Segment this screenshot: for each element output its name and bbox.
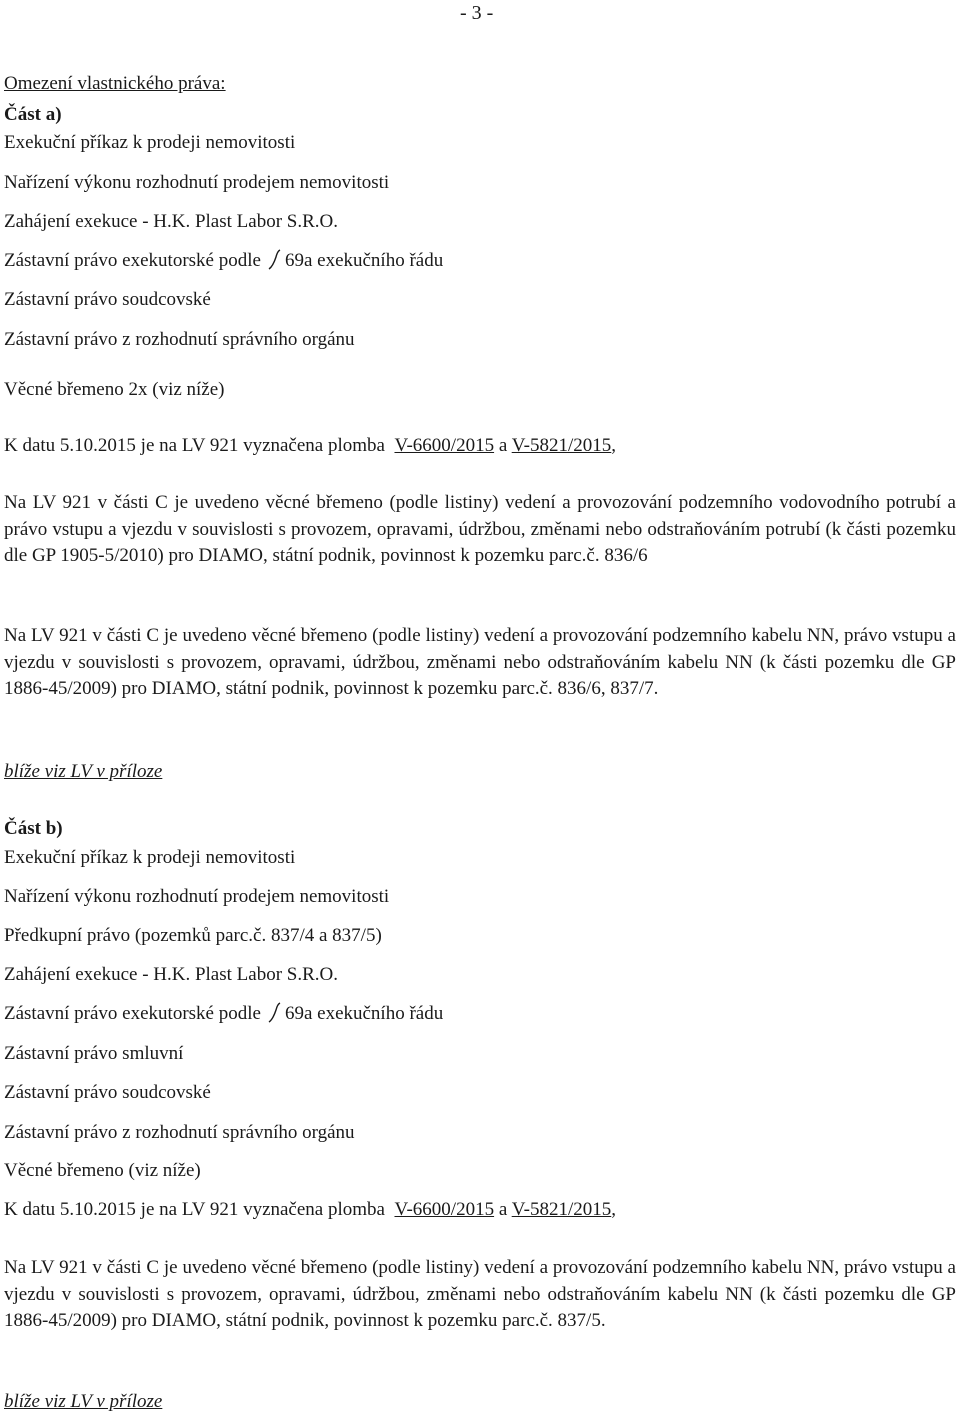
seal-conj: a — [498, 1199, 508, 1220]
seal-punct: , — [611, 435, 617, 456]
part-a-seal-line — [4, 434, 616, 458]
part-a-item: Věcné břemeno 2x (viz níže) — [4, 379, 225, 400]
part-b-item: Exekuční příkaz k prodeji nemovitosti — [4, 847, 296, 868]
part-a-item: Zástavní právo soudcovské — [4, 289, 211, 310]
seal-ref: V-5821/2015 — [511, 435, 612, 456]
seal-text: K datu 5.10.2015 je na LV 921 vyznačena plomba — [4, 435, 385, 456]
page-number: - 3 - — [460, 2, 494, 24]
seal-ref: V-6600/2015 — [394, 435, 495, 456]
easement-paragraph: Na LV 921 v části C je uvedeno věcné břemeno (podle listiny) vedení a provozování podzemního kabelu NN, právo vstupu a vjezdu v souvislosti s provozem, opravami, údržbou, změnami nebo odstraňováním kabelu NN (k části pozemku dle GP 1886-45/2009) pro DIAMO, státní podnik, povinnost k pozemku parc.č. 837/5. — [4, 1257, 956, 1331]
part-b-item: Zástavní právo soudcovské — [4, 1082, 211, 1103]
lien-text: Zástavní právo exekutorské podle — [4, 1003, 261, 1024]
part-a-lien-line — [4, 249, 443, 273]
part-b-title: Část b) — [4, 818, 63, 839]
lien-text: Zástavní právo exekutorské podle — [4, 250, 261, 271]
part-b-item: Zahájení exekuce - H.K. Plast Labor S.R.O. — [4, 964, 338, 985]
part-b-item: Předkupní právo (pozemků parc.č. 837/4 a 837/5) — [4, 925, 382, 946]
easement-paragraph: Na LV 921 v části C je uvedeno věcné břemeno (podle listiny) vedení a provozování podzemního kabelu NN, právo vstupu a vjezdu v souvislosti s provozem, opravami, údržbou, změnami nebo odstraňováním kabelu NN (k části pozemku dle GP 1886-45/2009) pro DIAMO, státní podnik, povinnost k pozemku parc.č. 836/6, 837/7. — [4, 625, 956, 699]
part-b-item: Nařízení výkonu rozhodnutí prodejem nemovitosti — [4, 886, 390, 907]
part-a-item: Exekuční příkaz k prodeji nemovitosti — [4, 132, 296, 153]
seal-ref: V-6600/2015 — [394, 1199, 495, 1220]
part-a-item: Zahájení exekuce - H.K. Plast Labor S.R.O. — [4, 211, 338, 232]
attachment-note: blíže viz LV v příloze — [4, 1391, 163, 1412]
part-a-item: Nařízení výkonu rozhodnutí prodejem nemovitosti — [4, 172, 390, 193]
seal-ref: V-5821/2015 — [511, 1199, 612, 1220]
part-a-item: Zástavní právo z rozhodnutí správního orgánu — [4, 329, 355, 350]
part-b-seal-line — [4, 1198, 616, 1222]
part-b-item: Zástavní právo smluvní — [4, 1043, 184, 1064]
section-heading: Omezení vlastnického práva: — [4, 73, 226, 94]
seal-text: K datu 5.10.2015 je na LV 921 vyznačena plomba — [4, 1199, 385, 1220]
lien-text-end: 69a exekučního řádu — [284, 250, 444, 271]
part-b-item: Věcné břemeno (viz níže) — [4, 1160, 201, 1181]
easement-paragraph: Na LV 921 v části C je uvedeno věcné břemeno (podle listiny) vedení a provozování podzemního vodovodního potrubí a právo vstupu a vjezdu v souvislosti s provozem, opravami, údržbou, změnami nebo odstraňováním potrubí (k části pozemku dle GP 1905-5/2010) pro DIAMO, státní podnik, povinnost k pozemku parc.č. 836/6 — [4, 492, 956, 566]
section-sign-icon — [265, 249, 281, 271]
part-a-title: Část a) — [4, 104, 62, 125]
part-b-lien-line — [4, 1002, 443, 1026]
part-b-item: Zástavní právo z rozhodnutí správního orgánu — [4, 1122, 355, 1143]
seal-conj: a — [498, 435, 508, 456]
seal-punct: , — [611, 1199, 617, 1220]
lien-text-end: 69a exekučního řádu — [284, 1003, 444, 1024]
section-sign-icon — [265, 1002, 281, 1024]
attachment-note: blíže viz LV v příloze — [4, 761, 163, 782]
